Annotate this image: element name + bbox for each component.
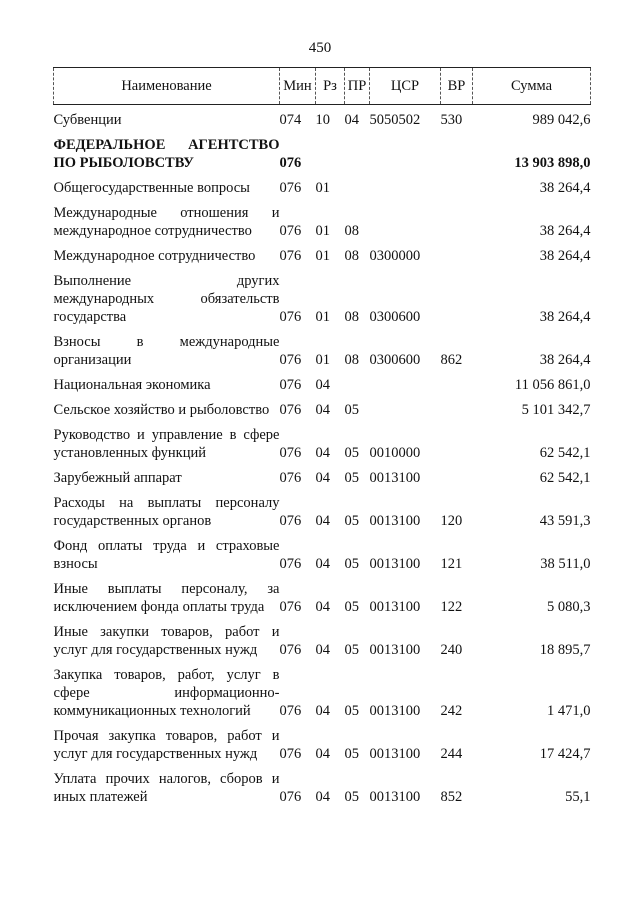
cell-vr — [441, 132, 473, 175]
cell-min: 076 — [279, 180, 302, 196]
cell-pr: 05 — [344, 703, 359, 719]
cell-sum: 55,1 — [565, 789, 591, 805]
cell-name: Национальная экономика — [53, 377, 211, 393]
cell-min: 076 — [279, 642, 302, 658]
cell-name: Выполнение других международных обязательств государства — [53, 273, 280, 325]
cell-sum: 62 542,1 — [539, 470, 591, 486]
cell-vr — [441, 243, 473, 268]
cell-sum: 17 424,7 — [539, 746, 591, 762]
table-row — [54, 329, 591, 372]
cell-pr: 05 — [344, 556, 359, 572]
cell-csr — [370, 175, 441, 200]
table-row — [54, 243, 591, 268]
cell-pr: 05 — [344, 445, 359, 461]
table-row — [54, 766, 591, 809]
cell-pr: 05 — [344, 470, 359, 486]
table-row — [54, 465, 591, 490]
cell-vr — [441, 372, 473, 397]
cell-min: 076 — [279, 513, 302, 529]
cell-csr: 0300000 — [369, 248, 421, 264]
table-row — [54, 662, 591, 723]
cell-csr: 0013100 — [369, 789, 421, 805]
cell-pr — [345, 372, 370, 397]
cell-pr — [345, 175, 370, 200]
cell-rz: 04 — [315, 746, 330, 762]
cell-min: 076 — [279, 556, 302, 572]
cell-sum: 43 591,3 — [539, 513, 591, 529]
cell-sum: 38 264,4 — [539, 223, 591, 239]
cell-name: Руководство и управление в сфере установленных функций — [53, 427, 280, 461]
table-row — [54, 619, 591, 662]
cell-name: Иные закупки товаров, работ и услуг для государственных нужд — [53, 624, 280, 658]
cell-pr: 04 — [344, 112, 359, 128]
cell-vr — [441, 422, 473, 465]
cell-vr: 242 — [440, 703, 463, 719]
cell-rz: 10 — [315, 112, 330, 128]
cell-rz: 04 — [315, 556, 330, 572]
cell-rz: 04 — [315, 377, 330, 393]
cell-min: 076 — [279, 746, 302, 762]
cell-csr: 0300600 — [369, 309, 421, 325]
cell-csr: 0013100 — [369, 556, 421, 572]
cell-csr: 0013100 — [369, 599, 421, 615]
cell-name: Общегосударственные вопросы — [53, 180, 250, 196]
cell-pr: 05 — [344, 513, 359, 529]
table-row — [54, 105, 591, 133]
cell-pr: 08 — [344, 223, 359, 239]
cell-name: Закупка товаров, работ, услуг в сфере информационно-коммуникационных технологий — [53, 667, 280, 719]
cell-min: 076 — [279, 352, 302, 368]
cell-min: 076 — [279, 789, 302, 805]
cell-rz: 04 — [315, 642, 330, 658]
cell-vr: 120 — [440, 513, 463, 529]
cell-csr: 0013100 — [369, 746, 421, 762]
cell-min: 076 — [279, 445, 302, 461]
table-row — [54, 132, 591, 175]
cell-rz: 04 — [315, 789, 330, 805]
header-csr: ЦСР — [370, 68, 441, 105]
table-body — [54, 105, 591, 810]
cell-rz: 04 — [315, 470, 330, 486]
cell-name: Иные выплаты персоналу, за исключением фонда оплаты труда — [53, 581, 280, 615]
cell-min: 076 — [279, 248, 302, 264]
cell-min: 076 — [279, 703, 302, 719]
cell-rz — [316, 132, 345, 175]
cell-vr: 862 — [440, 352, 463, 368]
cell-csr — [370, 200, 441, 243]
cell-name: Международное сотрудничество — [53, 248, 256, 264]
cell-csr: 0300600 — [369, 352, 421, 368]
cell-name: ФЕДЕРАЛЬНОЕ АГЕНТСТВО ПО РЫБОЛОВСТВУ — [53, 137, 280, 171]
cell-vr — [441, 200, 473, 243]
table-row — [54, 576, 591, 619]
cell-pr: 05 — [344, 746, 359, 762]
cell-vr — [441, 465, 473, 490]
table-row — [54, 723, 591, 766]
cell-rz: 01 — [315, 223, 330, 239]
table-row — [54, 422, 591, 465]
cell-vr: 121 — [440, 556, 463, 572]
cell-csr: 0013100 — [369, 703, 421, 719]
cell-rz: 04 — [315, 513, 330, 529]
cell-pr: 05 — [344, 789, 359, 805]
page-number: 450 — [308, 40, 332, 56]
cell-pr: 08 — [344, 248, 359, 264]
header-min: Мин — [280, 68, 316, 105]
cell-sum: 989 042,6 — [532, 112, 591, 128]
cell-sum: 62 542,1 — [539, 445, 591, 461]
header-name: Наименование — [54, 68, 280, 105]
cell-pr: 08 — [344, 309, 359, 325]
cell-min: 076 — [279, 402, 302, 418]
header-sum: Сумма — [473, 68, 591, 105]
cell-sum: 13 903 898,0 — [514, 155, 591, 171]
cell-csr: 0010000 — [369, 445, 421, 461]
cell-csr — [370, 397, 441, 422]
table-row — [54, 490, 591, 533]
cell-rz: 01 — [315, 309, 330, 325]
cell-pr: 05 — [344, 402, 359, 418]
cell-csr: 0013100 — [369, 513, 421, 529]
cell-name: Расходы на выплаты персоналу государственных органов — [53, 495, 280, 529]
cell-csr — [370, 372, 441, 397]
table-header-row — [54, 68, 591, 105]
cell-sum: 38 264,4 — [539, 352, 591, 368]
cell-csr: 0013100 — [369, 470, 421, 486]
cell-vr: 530 — [440, 112, 463, 128]
cell-name: Международные отношения и международное сотрудничество — [53, 205, 280, 239]
header-rz: Рз — [316, 68, 345, 105]
cell-csr — [370, 132, 441, 175]
cell-rz: 04 — [315, 402, 330, 418]
cell-vr: 244 — [440, 746, 463, 762]
cell-vr — [441, 175, 473, 200]
cell-name: Сельское хозяйство и рыболовство — [53, 402, 270, 418]
cell-sum: 38 264,4 — [539, 309, 591, 325]
cell-pr — [345, 132, 370, 175]
table-row — [54, 200, 591, 243]
cell-pr: 08 — [344, 352, 359, 368]
cell-rz: 01 — [315, 180, 330, 196]
cell-csr: 5050502 — [369, 112, 421, 128]
cell-sum: 38 264,4 — [539, 180, 591, 196]
cell-vr — [441, 268, 473, 329]
cell-name: Уплата прочих налогов, сборов и иных платежей — [53, 771, 280, 805]
cell-rz: 01 — [315, 248, 330, 264]
cell-csr: 0013100 — [369, 642, 421, 658]
cell-pr: 05 — [344, 599, 359, 615]
header-pr: ПР — [345, 68, 370, 105]
cell-min: 074 — [279, 112, 302, 128]
table-row — [54, 372, 591, 397]
cell-vr: 122 — [440, 599, 463, 615]
cell-sum: 38 264,4 — [539, 248, 591, 264]
cell-vr: 240 — [440, 642, 463, 658]
table-row — [54, 397, 591, 422]
cell-min: 076 — [279, 155, 302, 171]
cell-name: Прочая закупка товаров, работ и услуг для государственных нужд — [53, 728, 280, 762]
cell-min: 076 — [279, 470, 302, 486]
budget-table — [53, 67, 591, 809]
cell-sum: 18 895,7 — [539, 642, 591, 658]
cell-min: 076 — [279, 599, 302, 615]
cell-rz: 04 — [315, 599, 330, 615]
cell-sum: 5 101 342,7 — [521, 402, 591, 418]
header-vr: ВР — [441, 68, 473, 105]
cell-sum: 5 080,3 — [547, 599, 591, 615]
cell-pr: 05 — [344, 642, 359, 658]
cell-min: 076 — [279, 223, 302, 239]
cell-rz: 04 — [315, 703, 330, 719]
cell-min: 076 — [279, 377, 302, 393]
cell-vr: 852 — [440, 789, 463, 805]
table-row — [54, 533, 591, 576]
cell-sum: 1 471,0 — [547, 703, 591, 719]
table-row — [54, 268, 591, 329]
cell-name: Взносы в международные организации — [53, 334, 280, 368]
cell-rz: 01 — [315, 352, 330, 368]
cell-name: Субвенции — [53, 112, 122, 128]
cell-sum: 38 511,0 — [540, 556, 591, 572]
cell-name: Зарубежный аппарат — [53, 470, 182, 486]
cell-sum: 11 056 861,0 — [514, 377, 591, 393]
cell-name: Фонд оплаты труда и страховые взносы — [53, 538, 280, 572]
cell-rz: 04 — [315, 445, 330, 461]
table-row — [54, 175, 591, 200]
cell-vr — [441, 397, 473, 422]
cell-min: 076 — [279, 309, 302, 325]
